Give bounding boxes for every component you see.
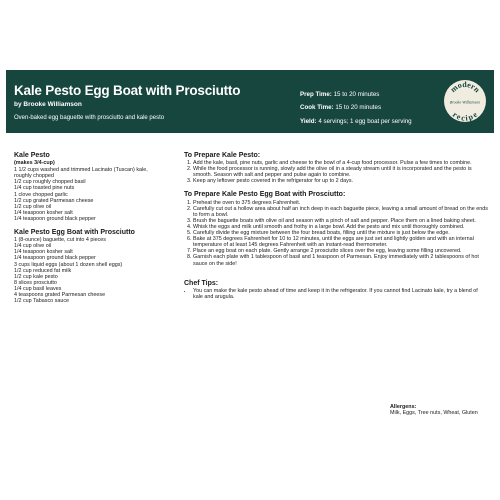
ingredient-item: 1/4 teaspoon ground black pepper [14,255,96,262]
egg-boat-heading: Kale Pesto Egg Boat with Prosciutto [14,229,135,237]
modern-recipe-logo [443,79,487,123]
chef-tips-heading: Chef Tips: [184,279,219,287]
prep-time-value: 15 to 20 minutes [333,91,380,98]
ingredient-item: 1/4 cup basil leaves [14,285,62,292]
recipe-author: by Brooke Williamson [14,101,82,108]
ingredient-item: 1/2 cup olive oil [14,203,52,210]
kale-pesto-yield: (makes 3/4-cup) [14,160,55,167]
step-item: 1. Preheat the oven to 375 degrees Fahrenheit. [193,200,488,206]
step-item: 2. While the food processor is running, slowly add the olive oil in a steady stream until it is incorporated and the pesto is smooth. Season with salt and pepper and pulse again to combine. [193,166,488,178]
ingredient-item: 1/2 cup reduced fat milk [14,267,72,274]
recipe-card [6,70,494,430]
yield [300,115,412,128]
recipe-subtitle: Oven-baked egg baguette with prosciutto and kale pesto [14,115,165,121]
logo-top-text: modern [448,79,482,95]
ingredient-item: roughly chopped [14,173,54,180]
ingredient-item: 1/4 teaspoon kosher salt [14,249,73,256]
ingredient-item: 1/4 teaspoon ground black pepper [14,215,96,222]
ingredient-item: 1 clove chopped garlic [14,191,68,198]
step-item: 2. Carefully cut out a hollow area about half an inch deep in each baguette piece, leaving a small amount of bread on the ends to form a bowl. [193,206,488,218]
yield-label: Yield: [300,117,317,125]
ingredient-item: 8 slices prosciutto [14,279,57,286]
ingredient-item: 1 1/2 cups washed and trimmed Lacinato (Tuscan) kale, [14,167,148,174]
step-item: 8. Garnish each plate with 1 tablespoon of basil and 1 teaspoon of Parmesan. Enjoy immediately with 2 tablespoons of hot sauce on the side! [193,254,488,266]
tip-item: • You can make the kale pesto ahead of time and keep it in the refrigerator. If you cannot find Lacinato kale, try a blend of kale and arugula. [193,288,488,300]
step-item: 1. Add the kale, basil, pine nuts, garlic and cheese to the bowl of a 4-cup food processor. Pulse a few times to combine. [193,160,488,166]
ingredient-item: 3 cups liquid eggs (about 1 dozen shell eggs) [14,261,123,268]
prep-time [300,88,412,101]
step-item: 3. Brush the baguette boats with olive oil and season with a pinch of salt and pepper. Place them on a lined baking sheet. [193,218,488,224]
ingredient-item: 1/4 teaspoon kosher salt [14,209,73,216]
prepare-pesto-heading: To Prepare Kale Pesto: [184,152,261,159]
logo-mid-text: Brooke Williamson [449,100,481,105]
cook-time-label: Cook Time: [300,104,334,112]
ingredient-item: 1 (8-ounce) baguette, cut into 4 pieces [14,237,106,244]
prepare-boat-steps [184,200,488,267]
logo-bottom-text: recipe [450,110,480,123]
yield-value: 4 servings; 1 egg boat per serving [318,117,412,125]
egg-boat-ingredients [14,237,174,304]
step-item: 5. Carefully divide the egg mixture between the four bread boats, filling until the mixture is just below the edge. [193,230,488,236]
step-item: 3. Keep any leftover pesto covered in the refrigerator for up to 2 days. [193,178,488,184]
recipe-meta [300,88,412,128]
allergens-block [390,404,478,417]
ingredient-item: 1/2 cup Tabasco sauce [14,298,70,305]
directions-column [184,153,488,300]
step-item: 6. Bake at 375 degrees Fahrenheit for 10 to 12 minutes, until the eggs are just set and lightly golden and with an internal temperature of at least 145 degrees Fahrenheit with an instant-read thermometer. [193,236,488,248]
cook-time-value: 15 to 20 minutes [335,104,382,112]
ingredients-column [14,153,174,304]
kale-pesto-heading: Kale Pesto [14,152,50,159]
ingredient-item: 1/2 cup roughly chopped basil [14,179,86,186]
ingredient-item: 1/2 cup grated Parmesan cheese [14,197,94,204]
ingredient-item: 1/4 cup olive oil [14,243,52,250]
prep-time-label: Prep Time: [300,91,332,98]
step-item: 4. Whisk the eggs and milk until smooth and frothy in a large bowl. Add the pesto and mix until thoroughly combined. [193,224,488,230]
ingredient-item: 4 teaspoons grated Parmesan cheese [14,291,106,298]
ingredient-item: 1/2 cup kale pesto [14,273,58,280]
allergens-label: Allergens: [390,404,417,410]
chef-tips-list [184,288,488,300]
prepare-pesto-steps [184,160,488,184]
ingredient-item: 1/4 cup toasted pine nuts [14,185,75,192]
allergens-value: Milk, Eggs, Tree nuts, Wheat, Gluten [390,410,478,417]
cook-time [300,101,412,114]
prepare-boat-heading: To Prepare Kale Pesto Egg Boat with Prosciutto: [184,191,346,199]
recipe-title: Kale Pesto Egg Boat with Prosciutto [14,83,241,98]
kale-pesto-ingredients [14,167,174,222]
step-item: 7. Place an egg boat on each plate. Gently arrange 2 prosciutto slices over the egg, leaving some filling uncovered. [193,248,488,254]
recipe-header [6,70,494,133]
